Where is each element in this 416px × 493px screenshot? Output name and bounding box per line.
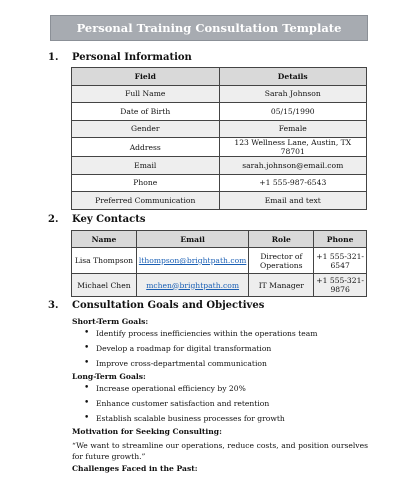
- column-header-name: Name: [72, 231, 137, 248]
- motivation-label: Motivation for Seeking Consulting:: [72, 427, 222, 436]
- list-item: • Identify process inefficiencies within the operations team: [80, 326, 318, 341]
- column-header-field: Field: [72, 68, 220, 86]
- column-header-role: Role: [249, 231, 314, 248]
- section-title-contacts: Key Contacts: [72, 214, 146, 225]
- personal-info-table: [71, 67, 367, 210]
- table-row: [72, 138, 367, 157]
- details-cell: sarah.johnson@email.com: [219, 157, 367, 175]
- document-title-banner: Personal Training Consultation Template: [50, 15, 368, 41]
- key-contacts-table: [71, 230, 367, 297]
- column-header-phone: Phone: [314, 231, 367, 248]
- table-header-row: [72, 231, 367, 248]
- long-term-goals-label: Long-Term Goals:: [72, 372, 146, 381]
- list-item: • Increase operational efficiency by 20%: [80, 381, 285, 396]
- list-item: • Establish scalable business processes for growth: [80, 411, 285, 426]
- contact-role-cell: [249, 248, 314, 274]
- field-cell: Address: [72, 138, 220, 157]
- details-cell: Female: [219, 120, 367, 138]
- section-number-contacts: 2.: [48, 214, 59, 225]
- motivation-quote: “We want to streamline our operations, reduce costs, and position ourselves for future growth.”: [72, 441, 368, 461]
- contact-email-link[interactable]: mchen@brightpath.com: [146, 280, 240, 290]
- contact-email-cell: [136, 274, 248, 297]
- role-line: Director of: [260, 251, 303, 261]
- contact-name-cell: Lisa Thompson: [72, 248, 137, 274]
- contact-phone-cell: +1 555-321-9876: [314, 274, 367, 297]
- table-row: [72, 192, 367, 210]
- table-row: [72, 85, 367, 103]
- contact-name-cell: Michael Chen: [72, 274, 137, 297]
- field-cell: Email: [72, 157, 220, 175]
- details-cell: Email and text: [219, 192, 367, 210]
- list-item: • Improve cross-departmental communication: [80, 356, 318, 371]
- long-term-goals-list: [80, 381, 285, 426]
- table-row: [72, 174, 367, 192]
- table-row: [72, 120, 367, 138]
- section-number-goals: 3.: [48, 300, 59, 311]
- table-header-row: [72, 68, 367, 86]
- short-term-goals-list: [80, 326, 318, 371]
- field-cell: Preferred Communication: [72, 192, 220, 210]
- section-title-goals: Consultation Goals and Objectives: [72, 300, 265, 311]
- contact-phone-cell: +1 555-321-6547: [314, 248, 367, 274]
- contact-email-cell: [136, 248, 248, 274]
- column-header-details: Details: [219, 68, 367, 86]
- contact-role-cell: IT Manager: [249, 274, 314, 297]
- details-cell: 123 Wellness Lane, Austin, TX 78701: [219, 138, 367, 157]
- column-header-email: Email: [136, 231, 248, 248]
- field-cell: Gender: [72, 120, 220, 138]
- list-item: • Enhance customer satisfaction and retention: [80, 396, 285, 411]
- challenges-label: Challenges Faced in the Past:: [72, 464, 198, 473]
- table-row: [72, 157, 367, 175]
- table-row: [72, 103, 367, 121]
- details-cell: +1 555-987-6543: [219, 174, 367, 192]
- short-term-goals-label: Short-Term Goals:: [72, 317, 149, 326]
- field-cell: Date of Birth: [72, 103, 220, 121]
- table-row: [72, 274, 367, 297]
- section-number-personal: 1.: [48, 52, 59, 63]
- field-cell: Full Name: [72, 85, 220, 103]
- field-cell: Phone: [72, 174, 220, 192]
- role-line: Operations: [260, 260, 303, 270]
- table-row: [72, 248, 367, 274]
- list-item: • Develop a roadmap for digital transformation: [80, 341, 318, 356]
- section-title-personal: Personal Information: [72, 52, 192, 63]
- contact-email-link[interactable]: lthompson@brightpath.com: [138, 256, 247, 265]
- details-cell: Sarah Johnson: [219, 85, 367, 103]
- details-cell: 05/15/1990: [219, 103, 367, 121]
